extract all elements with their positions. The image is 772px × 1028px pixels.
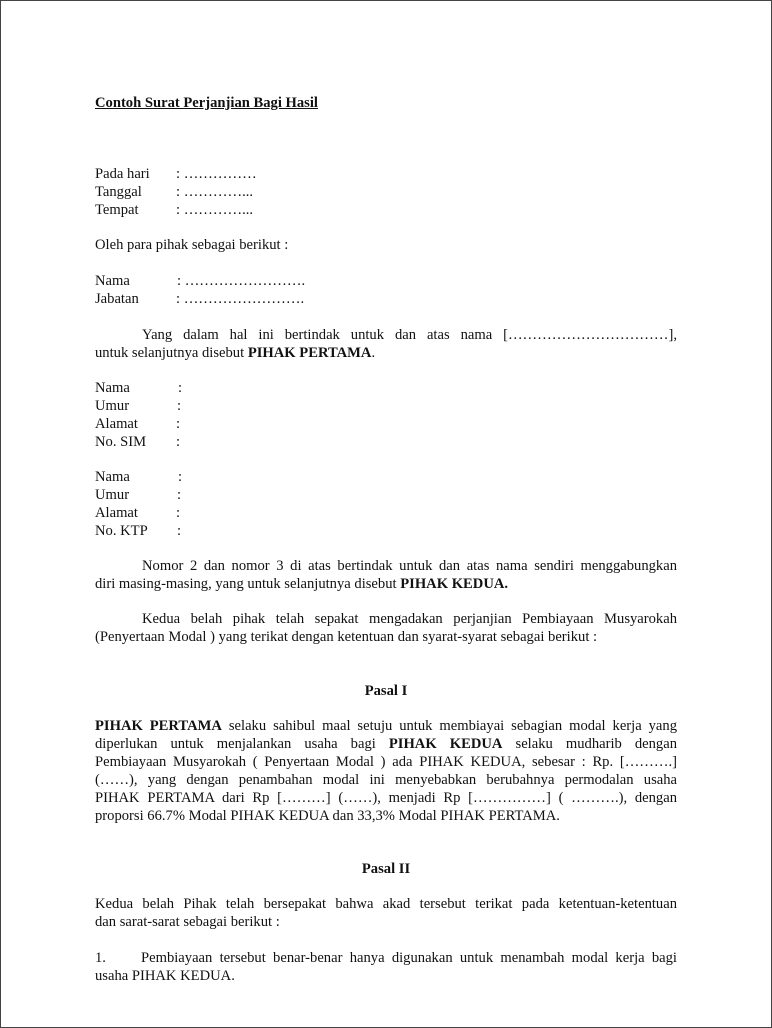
field-label: Nama	[95, 380, 130, 396]
pasal-1-line2	[95, 736, 677, 754]
field-value: :	[178, 469, 183, 485]
field-row	[95, 166, 257, 184]
field-row	[95, 469, 182, 487]
field-value: :	[176, 416, 181, 432]
pihak-kedua-bold: PIHAK KEDUA	[388, 736, 503, 752]
field-label: Umur	[95, 487, 130, 503]
field-row	[95, 380, 182, 398]
field-label: Pada hari	[95, 166, 150, 182]
text: .	[371, 345, 376, 361]
field-row	[95, 291, 305, 309]
pihak-kedua-bold: PIHAK KEDUA.	[400, 576, 509, 592]
pihak-pertama-bold: PIHAK PERTAMA	[95, 718, 222, 734]
pasal-2-line2: dan sarat-sarat sebagai berikut :	[95, 914, 280, 930]
text: untuk selanjutnya disebut	[95, 345, 248, 361]
list-item-number: 1.	[95, 950, 106, 966]
field-value: : …………...	[176, 202, 254, 218]
field-label: Alamat	[95, 416, 138, 432]
field-value: :	[176, 505, 181, 521]
field-label: Alamat	[95, 505, 138, 521]
list-item-line1: Pembiayaan tersebut benar-benar hanya digunakan untuk menambah modal kerja bagi	[141, 950, 677, 966]
field-label: Tanggal	[95, 184, 142, 200]
field-row	[95, 184, 257, 202]
field-label: Nama	[95, 469, 130, 485]
pasal-1-line3: Pembiayaan Musyarokah ( Penyertaan Modal ) ada PIHAK KEDUA, sebesar : Rp. [……….]	[95, 754, 677, 770]
party3-fields	[95, 469, 182, 541]
paragraph-party-second-line1: Nomor 2 dan nomor 3 di atas bertindak untuk dan atas nama sendiri menggabungkan	[142, 558, 677, 574]
field-value: :	[177, 398, 182, 414]
paragraph-party-first-line1: Yang dalam hal ini bertindak untuk dan atas nama [……………………………],	[142, 327, 677, 343]
field-value: : ……………	[176, 166, 257, 182]
paragraph-agreement-line1: Kedua belah pihak telah sepakat mengadakan perjanjian Pembiayaan Musyarokah	[142, 611, 677, 627]
text: diperlukan untuk menjalankan usaha bagi	[95, 736, 389, 752]
pasal-1-line4: (……), yang dengan penambahan modal ini menyebabkan berubahnya permodalan usaha	[95, 772, 677, 788]
field-row	[95, 434, 182, 452]
field-value: : …………...	[176, 184, 254, 200]
field-label: Jabatan	[95, 291, 139, 307]
list-item-line2: usaha PIHAK KEDUA.	[95, 968, 235, 984]
pasal-1-line5: PIHAK PERTAMA dari Rp [………] (……), menjadi Rp [……………] ( ……….), dengan	[95, 790, 677, 806]
field-row	[95, 523, 182, 541]
field-value: :	[177, 487, 182, 503]
field-value: : …………………….	[176, 291, 305, 307]
text: selaku mudharib dengan	[502, 736, 677, 752]
document-title: Contoh Surat Perjanjian Bagi Hasil	[95, 95, 318, 111]
party1-fields	[95, 273, 305, 309]
field-row	[95, 202, 257, 220]
field-row	[95, 273, 305, 291]
pihak-pertama-bold: PIHAK PERTAMA	[247, 345, 372, 361]
field-value: :	[178, 380, 183, 396]
field-row	[95, 398, 182, 416]
field-label: Nama	[95, 273, 130, 289]
text: selaku sahibul maal setuju untuk membiayai sebagian modal kerja yang	[221, 718, 677, 734]
field-label: Tempat	[95, 202, 139, 218]
field-row	[95, 505, 182, 523]
paragraph-agreement-line2: (Penyertaan Modal ) yang terikat dengan ketentuan dan syarat-syarat sebagai berikut :	[95, 629, 598, 645]
text: diri masing-masing, yang untuk selanjutnya disebut	[95, 576, 401, 592]
pasal-2-line1: Kedua belah Pihak telah bersepakat bahwa akad tersebut terikat pada ketentuan-ketentuan	[95, 896, 677, 912]
pasal-1-line6: proporsi 66.7% Modal PIHAK KEDUA dan 33,3% Modal PIHAK PERTAMA.	[95, 808, 560, 824]
intro-text: Oleh para pihak sebagai berikut :	[95, 237, 289, 253]
party2-fields	[95, 380, 182, 452]
field-value: : …………………….	[177, 273, 306, 289]
field-row	[95, 487, 182, 505]
pasal-1-heading: Pasal I	[364, 683, 408, 699]
field-value: :	[176, 434, 181, 450]
paragraph-party-second-line2	[95, 576, 677, 594]
field-row	[95, 416, 182, 434]
field-label: No. KTP	[95, 523, 148, 539]
field-label: No. SIM	[95, 434, 147, 450]
field-value: :	[177, 523, 182, 539]
field-label: Umur	[95, 398, 130, 414]
paragraph-party-first-line2	[95, 345, 677, 363]
pasal-1-line1	[95, 718, 677, 736]
pasal-2-heading: Pasal II	[361, 861, 411, 877]
header-fields	[95, 166, 257, 220]
